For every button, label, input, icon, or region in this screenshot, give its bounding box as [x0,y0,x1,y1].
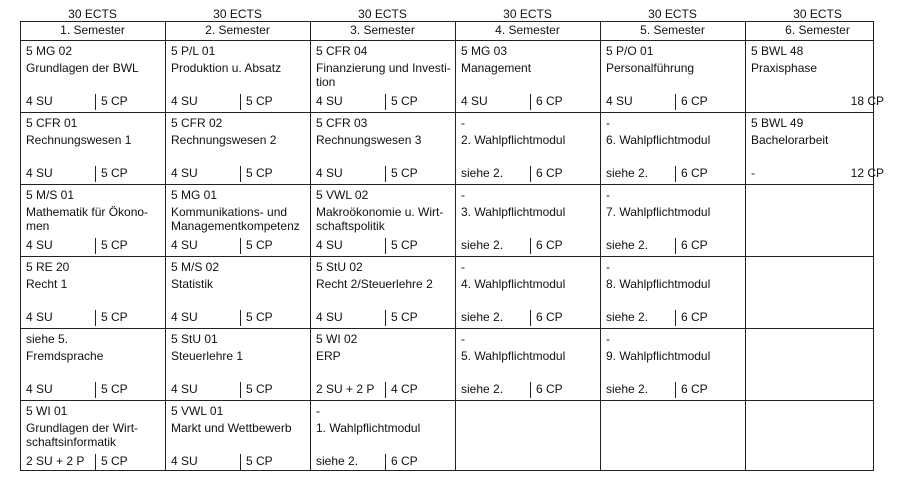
module-cell [20,40,165,112]
hours-credits-divider [675,238,676,254]
module-code: - [606,116,610,130]
module-credits: 6 CP [536,382,563,396]
module-code: 5 StU 01 [171,332,218,346]
module-code: 5 WI 02 [316,332,358,346]
module-credits: 5 CP [391,94,418,108]
module-cell [310,400,455,472]
module-hours: 4 SU [171,94,198,108]
semester-header: 2. Semester [205,23,270,37]
module-credits: 6 CP [681,94,708,108]
module-cell [20,184,165,256]
module-hours: 4 SU [26,382,53,396]
ects-label: 30 ECTS [213,7,262,21]
module-code: - [461,332,465,346]
module-title: Mathematik für Ökono- men [26,205,149,233]
module-hours: siehe 2. [461,238,504,252]
hours-credits-divider [95,238,96,254]
module-code: siehe 5. [26,332,69,346]
module-cell [455,328,600,400]
module-cell [165,328,310,400]
module-code: 5 CFR 01 [26,116,78,130]
ects-label: 30 ECTS [358,7,407,21]
module-credits: 5 CP [246,454,273,468]
module-title: Statistik [171,277,214,291]
module-code: - [461,188,465,202]
module-hours: siehe 2. [461,382,504,396]
module-credits: 5 CP [101,238,128,252]
module-cell [165,184,310,256]
module-credits: 6 CP [681,310,708,324]
module-hours: 4 SU [26,238,53,252]
module-code: - [606,260,610,274]
module-cell [20,112,165,184]
module-code: 5 VWL 01 [171,404,224,418]
hours-credits-divider [385,454,386,470]
module-hours: siehe 2. [606,238,649,252]
hours-credits-divider [530,166,531,182]
module-hours: 2 SU + 2 P [316,382,375,396]
module-title: 3. Wahlpflichtmodul [461,205,566,219]
module-code: 5 WI 01 [26,404,68,418]
module-credits: 5 CP [246,310,273,324]
hours-credits-divider [530,94,531,110]
module-title: Steuerlehre 1 [171,349,244,363]
module-hours: 4 SU [171,166,198,180]
module-cell [600,256,745,328]
module-cell [165,400,310,472]
module-title: Kommunikations- und Managementkompetenz [171,205,300,233]
module-cell [165,40,310,112]
module-title: Finanzierung und Investi- tion [316,61,451,89]
ects-label: 30 ECTS [503,7,552,21]
hours-credits-divider [530,382,531,398]
module-title: 2. Wahlpflichtmodul [461,133,566,147]
hours-credits-divider [95,310,96,326]
module-title: Grundlagen der Wirt- schaftsinformatik [26,421,139,449]
module-cell [455,112,600,184]
module-cell [310,40,455,112]
module-title: ERP [316,349,341,363]
module-hours: 4 SU [26,94,53,108]
module-code: 5 CFR 02 [171,116,223,130]
module-cell [600,40,745,112]
module-credits: 5 CP [246,238,273,252]
module-title: Rechnungswesen 1 [26,133,132,147]
module-code: 5 StU 02 [316,260,363,274]
hours-credits-divider [95,166,96,182]
hours-credits-divider [240,238,241,254]
module-credits: 18 CP [850,94,884,108]
module-credits: 12 CP [850,166,884,180]
module-code: - [461,116,465,130]
module-cell [455,40,600,112]
module-hours: 4 SU [171,454,198,468]
module-cell [310,112,455,184]
module-code: 5 P/L 01 [171,44,216,58]
hours-credits-divider [385,238,386,254]
module-credits: 6 CP [681,382,708,396]
module-credits: 6 CP [681,166,708,180]
module-cell [165,256,310,328]
module-hours: 4 SU [171,238,198,252]
semester-header: 4. Semester [495,23,560,37]
module-cell [600,184,745,256]
module-title: 4. Wahlpflichtmodul [461,277,566,291]
hours-credits-divider [530,310,531,326]
module-hours: 4 SU [171,382,198,396]
module-credits: 5 CP [391,310,418,324]
module-title: Fremdsprache [26,349,104,363]
module-cell [600,328,745,400]
module-code: 5 MG 02 [26,44,73,58]
module-hours: 4 SU [316,166,343,180]
module-title: Recht 1 [26,277,68,291]
module-code: 5 MG 01 [171,188,218,202]
module-title: Rechnungswesen 3 [316,133,422,147]
module-credits: 5 CP [101,454,128,468]
module-hours: siehe 2. [461,166,504,180]
module-hours: 4 SU [26,310,53,324]
module-cell [310,184,455,256]
module-title: Bachelorarbeit [751,133,829,147]
semester-header: 5. Semester [640,23,705,37]
module-hours: 4 SU [316,238,343,252]
module-title: Makroökonomie u. Wirt- schaftspolitik [316,205,444,233]
hours-credits-divider [95,454,96,470]
hours-credits-divider [385,94,386,110]
module-hours: 4 SU [26,166,53,180]
module-cell [310,328,455,400]
module-cell [20,328,165,400]
module-hours: 4 SU [316,310,343,324]
hours-credits-divider [385,382,386,398]
module-cell [165,112,310,184]
ects-label: 30 ECTS [68,7,117,21]
hours-credits-divider [240,166,241,182]
module-credits: 6 CP [391,454,418,468]
module-code: 5 BWL 49 [751,116,804,130]
module-code: 5 VWL 02 [316,188,369,202]
hours-credits-divider [675,382,676,398]
semester-header: 3. Semester [350,23,415,37]
semester-header: 1. Semester [60,23,125,37]
hours-credits-divider [95,94,96,110]
hours-credits-divider [675,94,676,110]
module-title: Management [461,61,532,75]
module-credits: 5 CP [391,238,418,252]
module-title: Praxisphase [751,61,818,75]
module-code: 5 CFR 03 [316,116,368,130]
module-cell [455,256,600,328]
module-hours: 4 SU [606,94,633,108]
module-credits: 5 CP [101,94,128,108]
module-title: 8. Wahlpflichtmodul [606,277,711,291]
module-code: - [606,188,610,202]
hours-credits-divider [240,454,241,470]
ects-header-row [20,6,874,22]
module-cell [745,112,890,184]
curriculum-table [20,21,884,471]
module-cell [600,112,745,184]
module-hours: - [751,166,755,180]
module-credits: 5 CP [101,166,128,180]
module-credits: 5 CP [101,382,128,396]
module-cell [20,400,165,472]
module-cell [745,40,890,112]
hours-credits-divider [240,310,241,326]
module-hours: siehe 2. [316,454,359,468]
module-credits: 5 CP [246,94,273,108]
hours-credits-divider [95,382,96,398]
module-credits: 6 CP [536,238,563,252]
ects-label: 30 ECTS [793,7,842,21]
module-credits: 6 CP [536,94,563,108]
hours-credits-divider [240,94,241,110]
module-code: 5 CFR 04 [316,44,368,58]
module-title: 9. Wahlpflichtmodul [606,349,711,363]
module-code: - [461,260,465,274]
module-cell [310,256,455,328]
module-credits: 4 CP [391,382,418,396]
module-credits: 5 CP [246,166,273,180]
module-hours: siehe 2. [606,382,649,396]
module-cell [20,256,165,328]
module-title: Recht 2/Steuerlehre 2 [316,277,433,291]
module-credits: 5 CP [391,166,418,180]
ects-label: 30 ECTS [648,7,697,21]
module-credits: 5 CP [246,382,273,396]
module-title: 5. Wahlpflichtmodul [461,349,566,363]
module-hours: 4 SU [461,94,488,108]
semester-header: 6. Semester [785,23,850,37]
module-code: 5 M/S 02 [171,260,220,274]
module-hours: siehe 2. [606,166,649,180]
hours-credits-divider [530,238,531,254]
module-code: - [606,332,610,346]
module-credits: 6 CP [681,238,708,252]
module-hours: 4 SU [316,94,343,108]
module-title: Personalführung [606,61,695,75]
module-title: 6. Wahlpflichtmodul [606,133,711,147]
module-title: 7. Wahlpflichtmodul [606,205,711,219]
module-code: 5 MG 03 [461,44,508,58]
module-code: 5 BWL 48 [751,44,804,58]
module-code: 5 RE 20 [26,260,70,274]
module-hours: 2 SU + 2 P [26,454,85,468]
hours-credits-divider [240,382,241,398]
hours-credits-divider [675,310,676,326]
module-credits: 6 CP [536,166,563,180]
module-credits: 5 CP [101,310,128,324]
module-code: 5 M/S 01 [26,188,75,202]
module-hours: 4 SU [171,310,198,324]
module-code: 5 P/O 01 [606,44,654,58]
module-title: Markt und Wettbewerb [171,421,292,435]
module-hours: siehe 2. [461,310,504,324]
module-hours: siehe 2. [606,310,649,324]
hours-credits-divider [385,166,386,182]
module-title: Rechnungswesen 2 [171,133,277,147]
module-title: 1. Wahlpflichtmodul [316,421,421,435]
hours-credits-divider [675,166,676,182]
module-title: Produktion u. Absatz [171,61,282,75]
module-credits: 6 CP [536,310,563,324]
module-code: - [316,404,320,418]
module-title: Grundlagen der BWL [26,61,139,75]
hours-credits-divider [385,310,386,326]
module-cell [455,184,600,256]
